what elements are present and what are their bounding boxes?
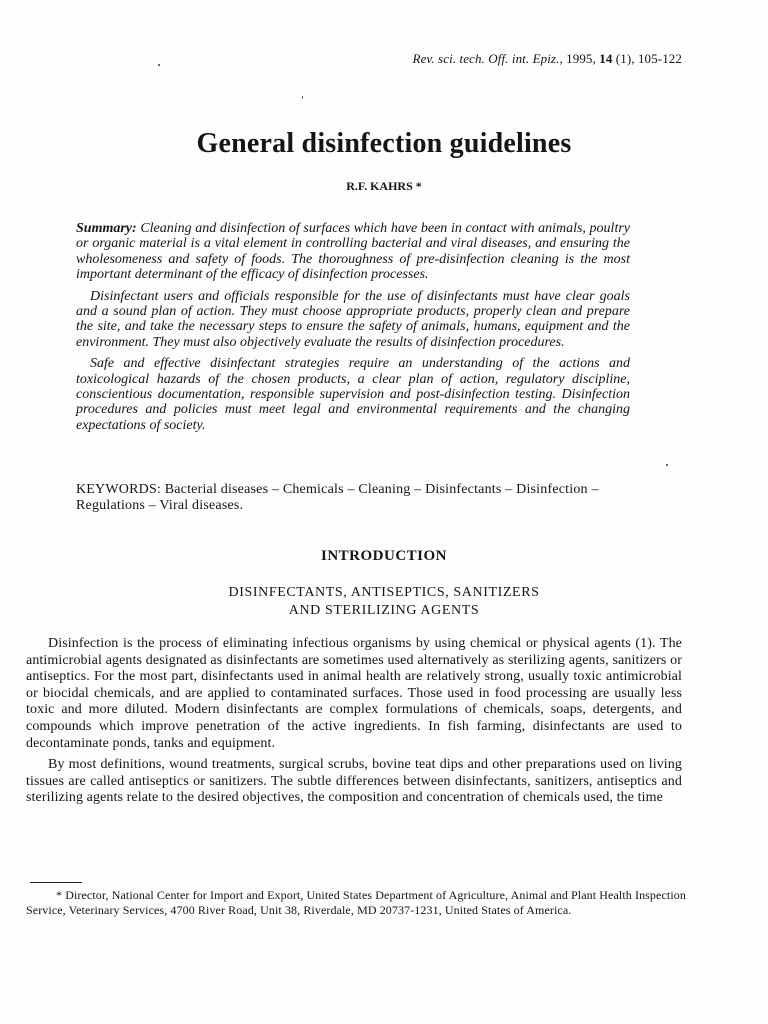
summary-paragraph-1	[76, 221, 630, 283]
summary-abstract	[76, 221, 630, 439]
summary-paragraph-2: Disinfectant users and officials responsible for the use of disinfectants must have clear goals and a sound plan of action. They must choose appropriate products, properly clean and prepare the site, and take the necessary steps to ensure the safety of animals, humans, equipment and the environment. They must also objectively evaluate the results of disinfection procedures.	[76, 288, 630, 350]
footnote	[26, 888, 686, 918]
subsection-heading	[0, 584, 768, 620]
summary-label: Summary:	[76, 221, 137, 236]
footnote-divider	[30, 882, 82, 883]
keywords-list: KEYWORDS: Bacterial diseases – Chemicals – Cleaning – Disinfectants – Disinfection – Regulations – Viral diseases.	[76, 482, 599, 513]
author-name: R.F. KAHRS *	[346, 179, 422, 193]
section-heading-introduction: INTRODUCTION	[320, 548, 447, 564]
summary-paragraph-3: Safe and effective disinfectant strategies require an understanding of the actions and toxicological hazards of the chosen products, a clear plan of action, regulatory discipline, conscientious documentation, responsible supervision and post-disinfection testing. Disinfection procedures and policies must meet legal and environmental requirements and the changing expectations of society.	[76, 356, 630, 433]
citation-volume: 14	[599, 51, 613, 66]
introduction-body	[26, 636, 682, 812]
citation-journal: Rev. sci. tech. Off. int. Epiz.	[412, 51, 560, 66]
subsection-heading-line-2: AND STERILIZING AGENTS	[288, 603, 480, 618]
body-paragraph-1: Disinfection is the process of eliminating infectious organisms by using chemical or physical agents (1). The antimicrobial agents designated as disinfectants are sometimes used alternatively as sterilizing agents, sanitizers or antiseptics. For the most part, disinfectants used in animal health are relatively strong, usually toxic antimicrobial or biocidal chemicals, and are applied to contaminated surfaces. Those used in food processing are usually less toxic and more diluted. Modern disinfectants are complex formulations of chemicals, soaps, detergents, and compounds which improve penetration of the active ingredients. In fish farming, disinfectants are used to decontaminate ponds, tanks and equipment.	[26, 636, 682, 751]
scan-speck	[158, 64, 160, 66]
citation-issue-pages: (1), 105-122	[612, 51, 682, 66]
paper-title: General disinfection guidelines	[196, 128, 572, 159]
subsection-heading-line-1: DISINFECTANTS, ANTISEPTICS, SANITIZERS	[228, 585, 540, 600]
body-paragraph-2: By most definitions, wound treatments, surgical scrubs, bovine teat dips and other preparations used on living tissues are called antiseptics or sanitizers. The subtle differences between disinfectants, sanitizers, antiseptics and sterilizing agents relate to the desired objectives, the composition and concentration of chemicals used, the time	[26, 757, 682, 806]
scan-speck	[302, 96, 303, 99]
journal-citation	[300, 50, 682, 67]
scan-speck	[666, 464, 668, 466]
footnote-text: * Director, National Center for Import and Export, United States Department of Agriculture, Animal and Plant Health Inspection Service, Veterinary Services, 4700 River Road, Unit 38, Riverdale, MD 20737-1231, United States of America.	[26, 888, 686, 917]
citation-year: , 1995,	[559, 51, 600, 66]
summary-paragraph-1-text: Cleaning and disinfection of surfaces which have been in contact with animals, poultry or organic material is a vital element in controlling bacterial and viral diseases, and ensuring the wholesomeness and safety of foods. The thoroughness of pre-disinfection cleaning is the most important determinant of the efficacy of disinfection processes.	[76, 221, 630, 283]
